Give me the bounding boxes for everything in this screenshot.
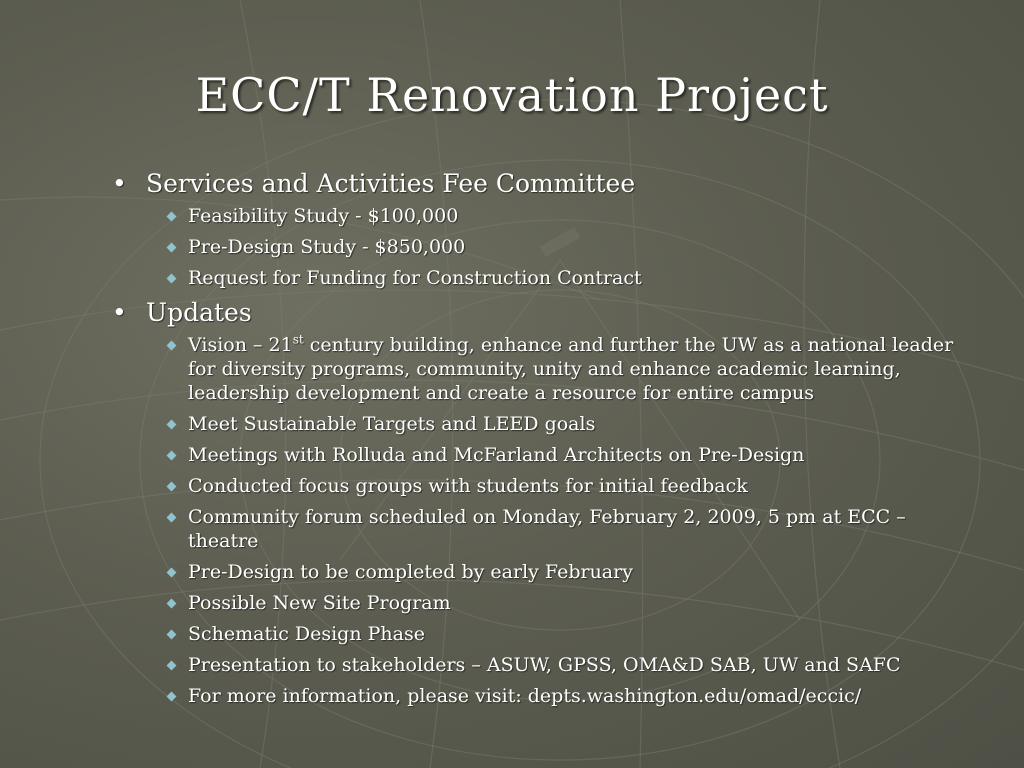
diamond-bullet-icon — [167, 451, 177, 461]
diamond-bullet-icon — [167, 341, 177, 351]
diamond-bullet-icon — [167, 274, 177, 284]
diamond-bullet-icon — [167, 599, 177, 609]
diamond-bullet-icon — [167, 568, 177, 578]
sub-bullet: Schematic Design Phase — [110, 622, 970, 646]
diamond-bullet-icon — [167, 420, 177, 430]
diamond-bullet-icon — [167, 513, 177, 523]
diamond-bullet-icon — [167, 212, 177, 222]
diamond-bullet-icon — [167, 630, 177, 640]
diamond-bullet-icon — [167, 482, 177, 492]
bullet-text: Services and Activities Fee Committee — [146, 169, 636, 198]
bullet-updates — [110, 297, 970, 329]
sub-bullet: Pre-Design to be completed by early February — [110, 560, 970, 584]
sub-bullet: Community forum scheduled on Monday, February 2, 2009, 5 pm at ECC – theatre — [110, 505, 970, 553]
round-bullet-icon: • — [112, 298, 127, 327]
sub-bullet-more-info-link: For more information, please visit: depts.washington.edu/omad/eccic/ — [110, 684, 970, 708]
sub-bullet: Conducted focus groups with students for initial feedback — [110, 474, 970, 498]
diamond-bullet-icon — [167, 243, 177, 253]
sub-bullet: Presentation to stakeholders – ASUW, GPSS, OMA&D SAB, UW and SAFC — [110, 653, 970, 677]
sub-bullet: Pre-Design Study - $850,000 — [110, 235, 970, 259]
sub-bullet: Request for Funding for Construction Contract — [110, 266, 970, 290]
diamond-bullet-icon — [167, 661, 177, 671]
bullet-services-fee-committee — [110, 168, 970, 200]
sub-bullet-vision: Vision – 21st century building, enhance and further the UW as a national leader for diversity programs, community, unity and enhance academic learning, leadership development and create a resource for entire campus — [110, 333, 970, 405]
sub-bullet: Meet Sustainable Targets and LEED goals — [110, 412, 970, 436]
round-bullet-icon: • — [112, 169, 127, 198]
diamond-bullet-icon — [167, 692, 177, 702]
sub-bullet: Feasibility Study - $100,000 — [110, 204, 970, 228]
slide-title: ECC/T Renovation Project — [195, 68, 829, 122]
slide-content — [110, 168, 970, 715]
bullet-text: Updates — [146, 298, 252, 327]
sub-bullet: Possible New Site Program — [110, 591, 970, 615]
sub-bullet: Meetings with Rolluda and McFarland Architects on Pre-Design — [110, 443, 970, 467]
